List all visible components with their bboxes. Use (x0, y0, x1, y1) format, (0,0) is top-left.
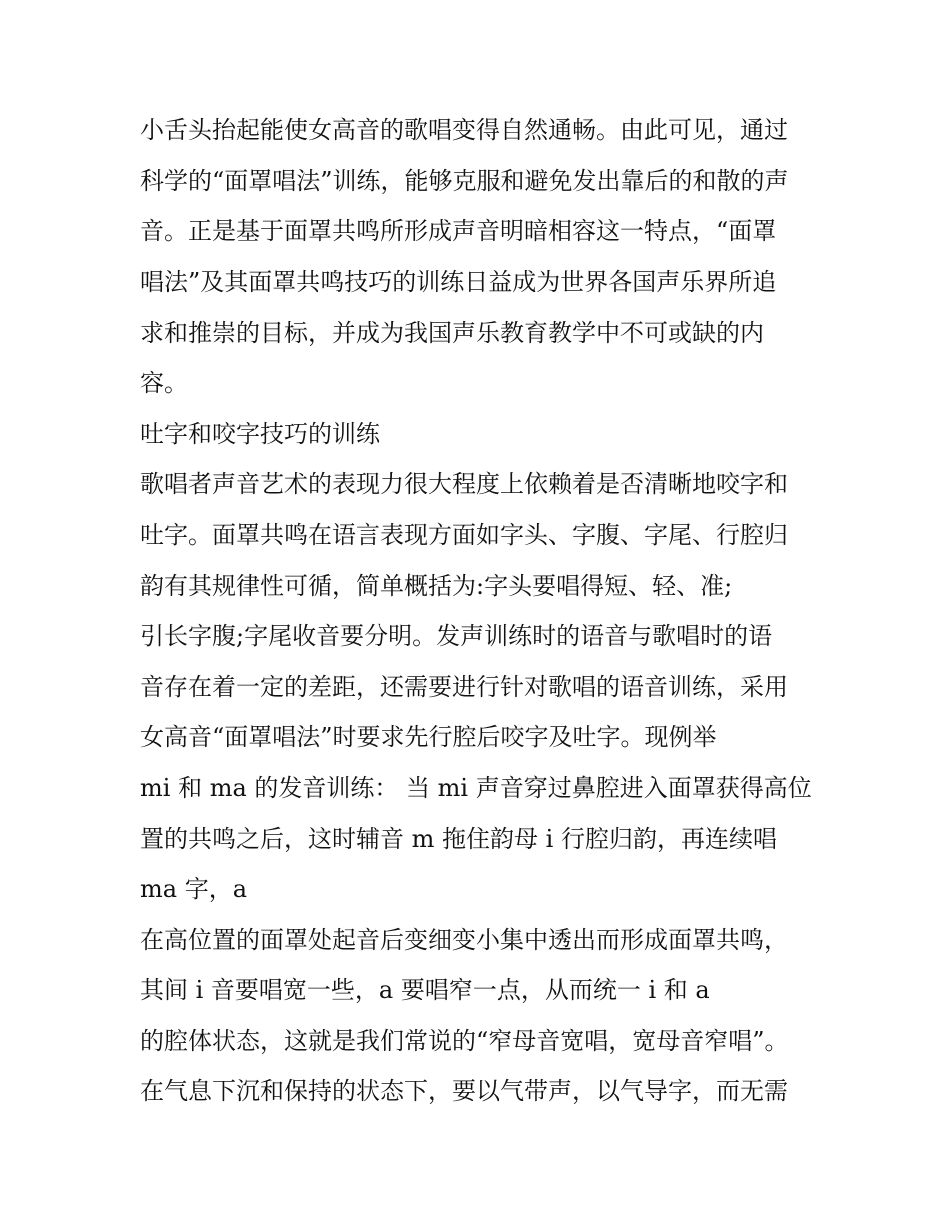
text-line: 在气息下沉和保持的状态下，要以气带声，以气导字，而无需 (140, 1077, 788, 1105)
text-line: 科学的“面罩唱法”训练，能够克服和避免发出靠后的和散的声 (140, 167, 789, 195)
text-line: 引长字腹;字尾收音要分明。发声训练时的语音与歌唱时的语 (140, 622, 773, 650)
text-line: ma 字，a (140, 875, 248, 903)
text-line: 唱法”及其面罩共鸣技巧的训练日益成为世界各国声乐界所追 (140, 268, 777, 296)
text-line: 小舌头抬起能使女高音的歌唱变得自然通畅。由此可见，通过 (140, 116, 788, 144)
text-line: mi 和 ma 的发音训练： 当 mi 声音穿过鼻腔进入面罩获得高位 (140, 774, 812, 802)
text-line: 歌唱者声音艺术的表现力很大程度上依赖着是否清晰地咬字和 (140, 470, 788, 498)
text-line: 其间 i 音要唱宽一些，a 要唱窄一点，从而统一 i 和 a (140, 976, 710, 1004)
text-line: 容。 (140, 369, 188, 397)
section-heading: 吐字和咬字技巧的训练 (140, 420, 380, 448)
text-line: 置的共鸣之后，这时辅音 m 拖住韵母 i 行腔归韵，再连续唱 (140, 825, 777, 853)
text-line: 在高位置的面罩处起音后变细变小集中透出而形成面罩共鸣， (140, 926, 788, 954)
text-line: 的腔体状态，这就是我们常说的“窄母音宽唱，宽母音窄唱”。 (140, 1027, 789, 1055)
text-line: 韵有其规律性可循，简单概括为:字头要唱得短、轻、准; (140, 572, 733, 600)
text-line: 吐字。面罩共鸣在语言表现方面如字头、字腹、字尾、行腔归 (140, 521, 788, 549)
text-line: 音。正是基于面罩共鸣所形成声音明暗相容这一特点，“面罩 (140, 217, 777, 245)
text-line: 音存在着一定的差距，还需要进行针对歌唱的语音训练，采用 (140, 673, 788, 701)
text-line: 求和推崇的目标，并成为我国声乐教育教学中不可或缺的内 (140, 319, 764, 347)
text-line: 女高音“面罩唱法”时要求先行腔后咬字及吐字。现例举 (140, 723, 717, 751)
